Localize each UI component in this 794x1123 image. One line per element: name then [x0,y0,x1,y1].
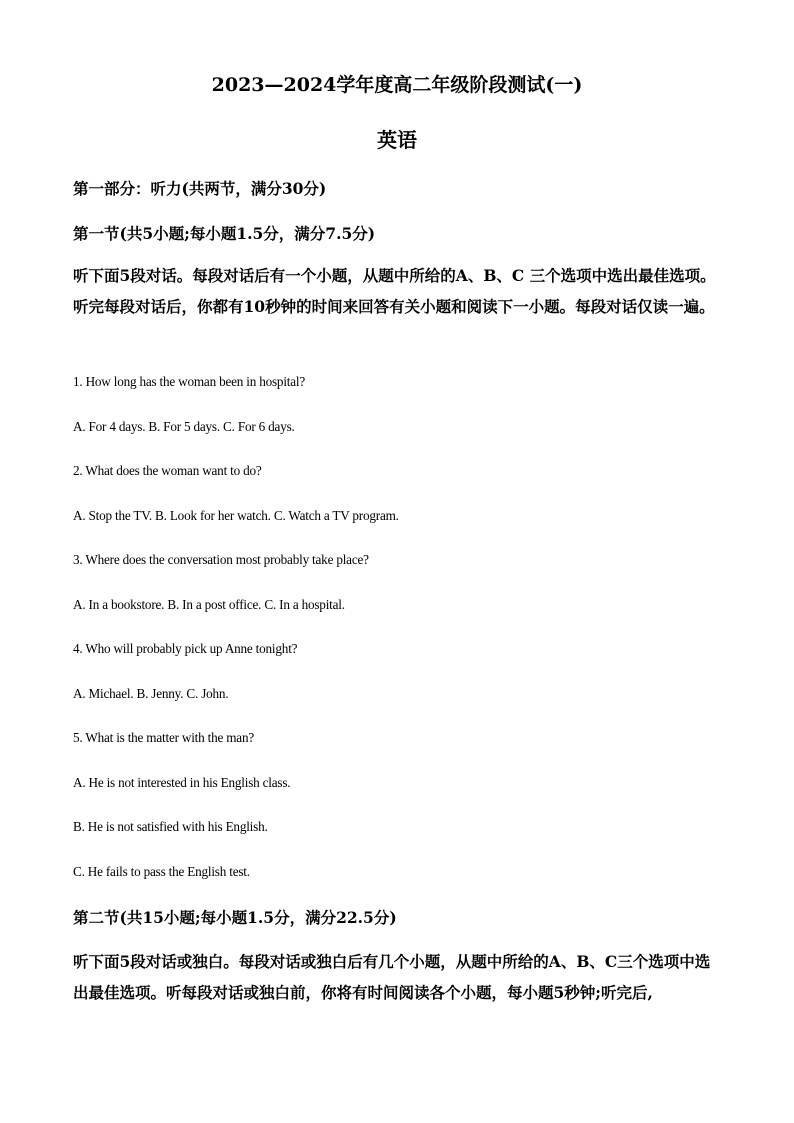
section2-heading: 第二节(共15小题;每小题1.5分，满分22.5分) [73,908,397,927]
section1-instruction: 听下面5段对话。每段对话后有一个小题，从题中所给的A、B、C 三个选项中选出最佳选项。听完每段对话后，你都有10秒钟的时间来回答有关小题和阅读下一小题。每段对话仅读一遍。 [73,266,716,316]
question-2-options: A. Stop the TV. B. Look for her watch. C. Watch a TV program. [73,508,399,523]
question-3-stem: 3. Where does the conversation most probably take place? [73,552,369,567]
question-1-stem: 1. How long has the woman been in hospital? [73,374,306,389]
question-5-stem: 5. What is the matter with the man? [73,730,254,745]
section1-heading: 第一节(共5小题;每小题1.5分，满分7.5分) [73,224,376,243]
question-5-option-c: C. He fails to pass the English test. [73,864,250,879]
part1-heading: 第一部分：听力(共两节，满分30分) [73,179,327,198]
question-3-options: A. In a bookstore. B. In a post office. C. In a hospital. [73,597,345,612]
question-5-option-b: B. He is not satisfied with his English. [73,819,268,834]
document-title: 2023—2024学年度高二年级阶段测试(一) [211,74,583,96]
subject-title: 英语 [377,128,417,152]
question-4-stem: 4. Who will probably pick up Anne tonight? [73,641,298,656]
section2-instruction: 听下面5段对话或独白。每段对话或独白后有几个小题，从题中所给的A、B、C三个选项中选出最佳选项。听每段对话或独白前，你将有时间阅读各个小题，每小题5秒钟;听完后, [73,952,711,1002]
question-1-options: A. For 4 days. B. For 5 days. C. For 6 days. [73,419,295,434]
question-2-stem: 2. What does the woman want to do? [73,463,262,478]
question-4-options: A. Michael. B. Jenny. C. John. [73,686,229,701]
question-5-option-a: A. He is not interested in his English class. [73,775,291,790]
